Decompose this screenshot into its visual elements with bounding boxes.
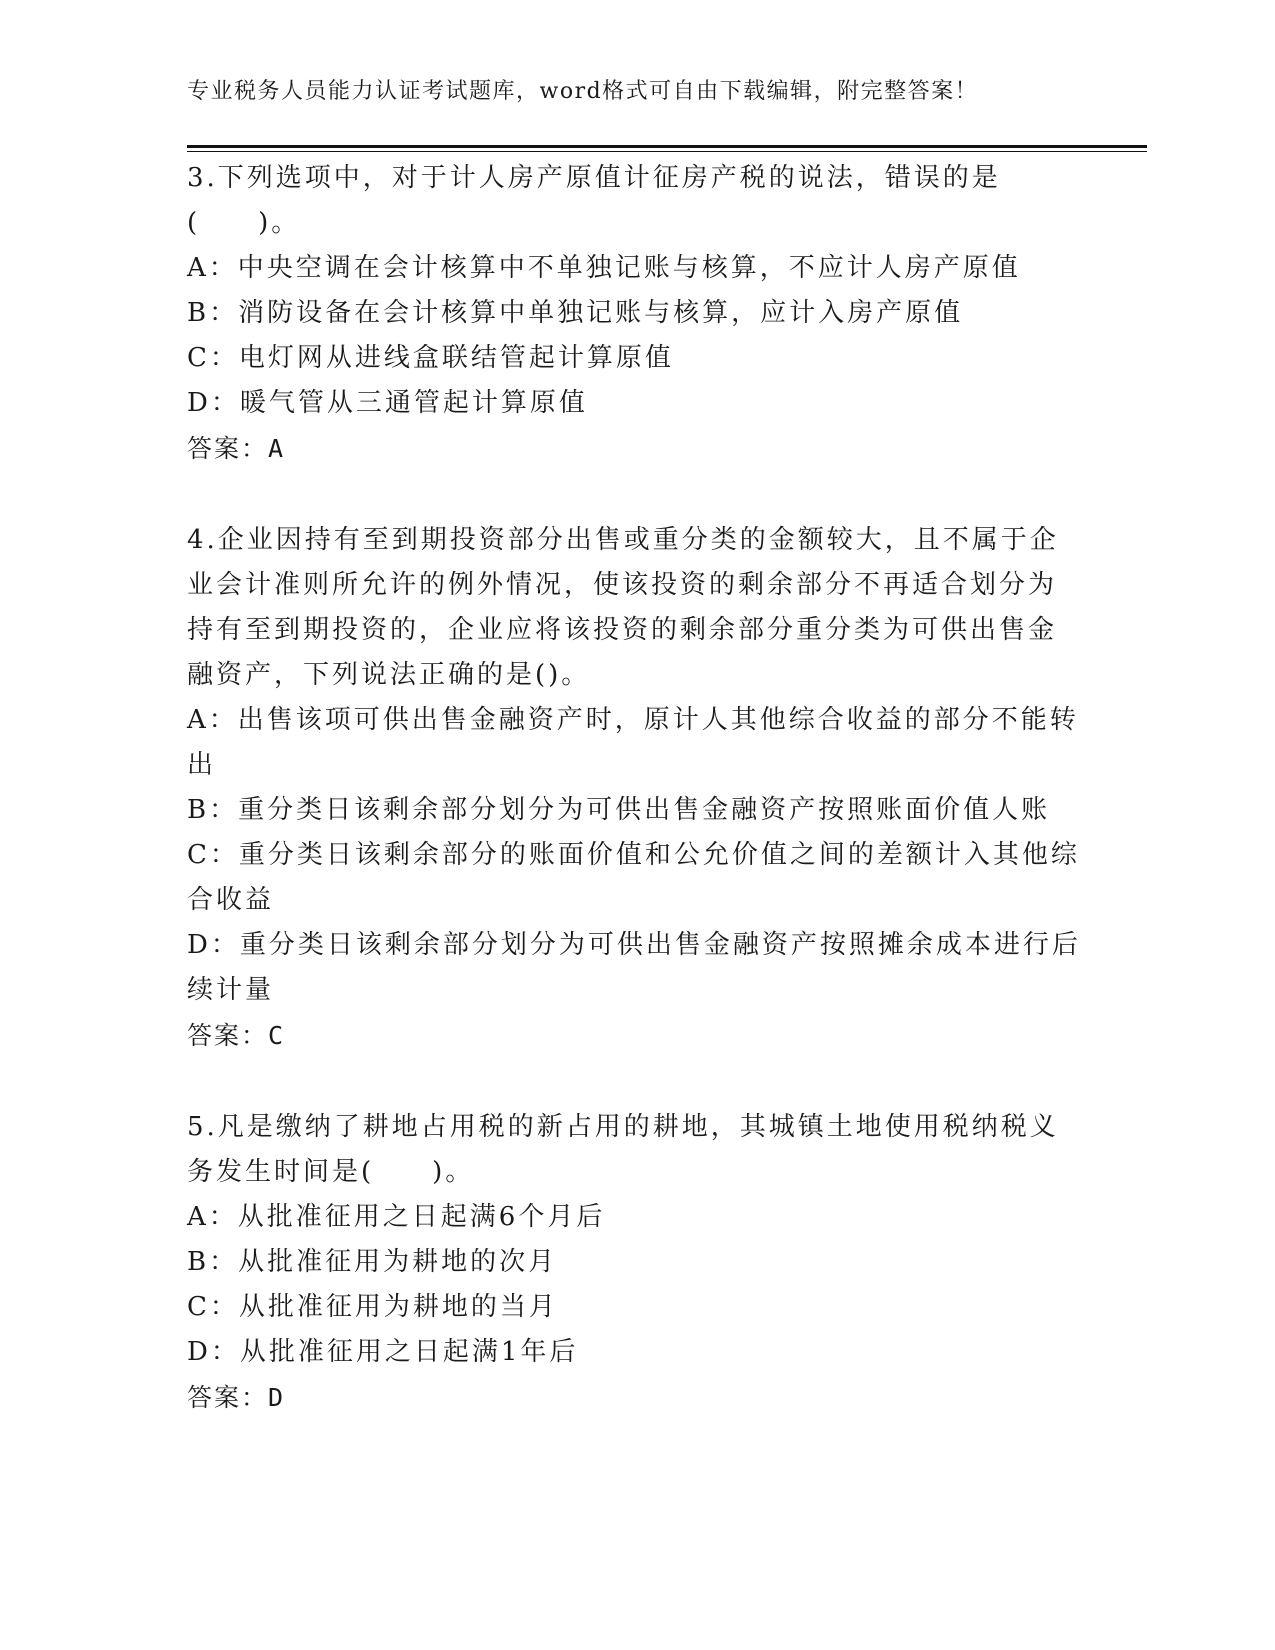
option-a-continued: 出: [187, 750, 217, 780]
question-stem-line: 4.企业因持有至到期投资部分出售或重分类的金额较大，且不属于企: [187, 525, 1059, 555]
question-3: [187, 156, 1087, 471]
question-stem-line: 融资产，下列说法正确的是()。: [187, 660, 591, 690]
answer-label: 答案：: [187, 1021, 269, 1050]
option-b: B：重分类日该剩余部分划分为可供出售金融资产按照账面价值人账: [187, 795, 1051, 825]
question-stem-line: 务发生时间是( )。: [187, 1157, 475, 1187]
option-b: B：消防设备在会计核算中单独记账与核算，应计入房产原值: [187, 298, 964, 328]
question-stem-line: 3.下列选项中，对于计人房产原值计征房产税的说法，错误的是: [187, 163, 1001, 193]
answer-line: [187, 1013, 1087, 1058]
option-a: A：出售该项可供出售金融资产时，原计人其他综合收益的部分不能转: [187, 705, 1079, 735]
option-c-continued: 合收益: [187, 885, 275, 915]
option-c: C：重分类日该剩余部分的账面价值和公允价值之间的差额计入其他综: [187, 840, 1080, 870]
question-stem-line: 业会计准则所允许的例外情况，使该投资的剩余部分不再适合划分为: [187, 570, 1058, 600]
question-4: [187, 518, 1087, 1058]
option-d: D：暖气管从三通管起计算原值: [187, 388, 588, 418]
answer-value: C: [268, 1021, 286, 1050]
answer-label: 答案：: [187, 434, 269, 463]
question-stem-line: 5.凡是缴纳了耕地占用税的新占用的耕地，其城镇土地使用税纳税义: [187, 1112, 1059, 1142]
header-rule-thin: [187, 151, 1147, 152]
answer-value: D: [268, 1383, 286, 1412]
option-d: D：重分类日该剩余部分划分为可供出售金融资产按照摊余成本进行后: [187, 930, 1081, 960]
question-5: [187, 1105, 1087, 1420]
page-header: 专业税务人员能力认证考试题库，word格式可自由下载编辑，附完整答案！: [187, 79, 979, 104]
option-d-continued: 续计量: [187, 975, 275, 1005]
answer-line: [187, 1375, 1087, 1420]
question-stem-line: ( )。: [187, 208, 301, 238]
option-d: D：从批准征用之日起满1年后: [187, 1337, 579, 1367]
option-b: B：从批准征用为耕地的次月: [187, 1247, 558, 1277]
option-a: A：中央空调在会计核算中不单独记账与核算，不应计人房产原值: [187, 253, 1021, 283]
answer-line: [187, 426, 1087, 471]
answer-label: 答案：: [187, 1383, 269, 1412]
option-a: A：从批准征用之日起满6个月后: [187, 1202, 606, 1232]
question-list: [187, 156, 1087, 1467]
question-stem-line: 持有至到期投资的，企业应将该投资的剩余部分重分类为可供出售金: [187, 615, 1058, 645]
answer-value: A: [268, 434, 286, 463]
option-c: C：从批准征用为耕地的当月: [187, 1292, 558, 1322]
option-c: C：电灯网从进线盒联结管起计算原值: [187, 343, 674, 373]
header-rule-thick: [187, 145, 1147, 148]
